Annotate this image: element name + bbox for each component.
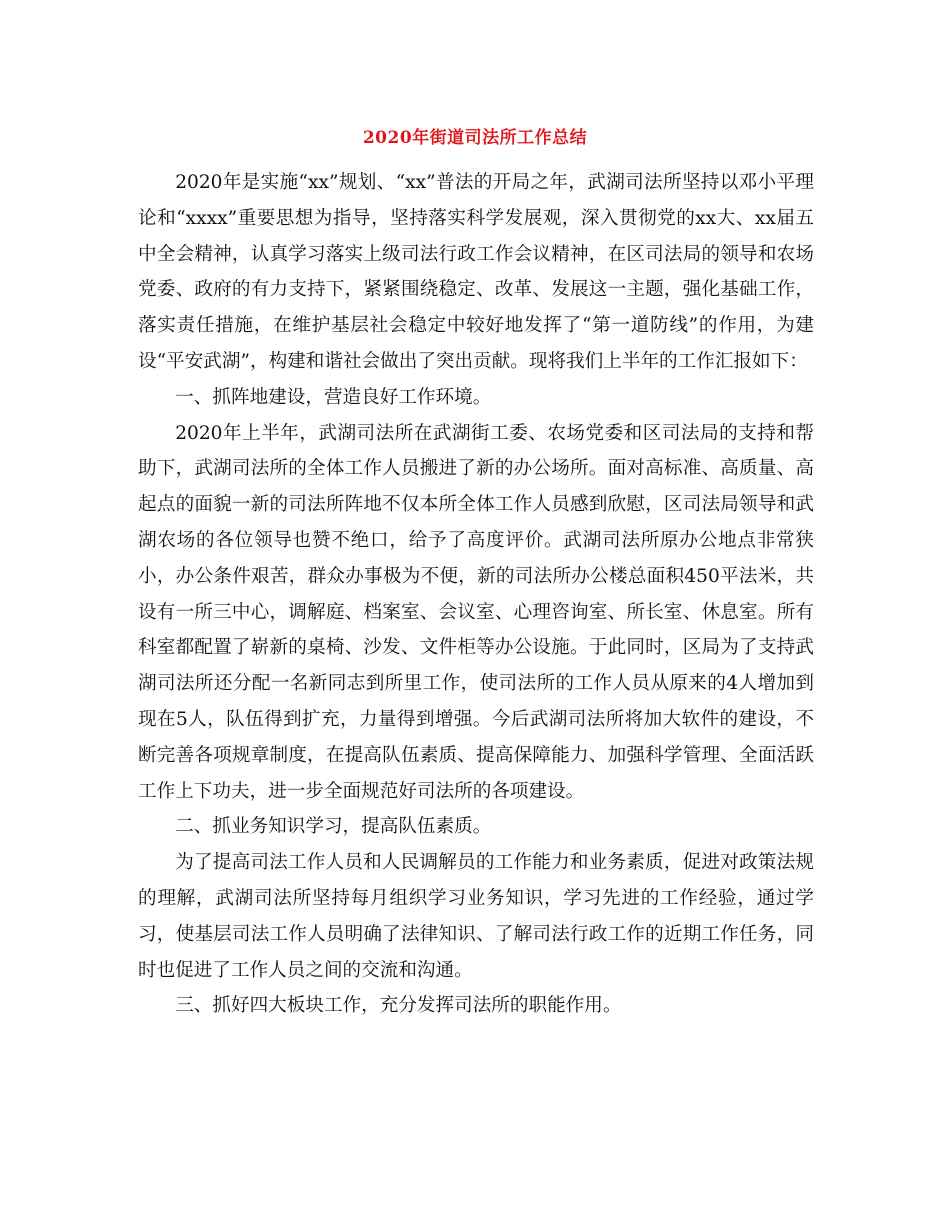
paragraph-section-1: 2020年上半年，武湖司法所在武湖街工委、农场党委和区司法局的支持和帮助下，武湖司法所的全体工作人员搬进了新的办公场所。面对高标准、高质量、高起点的面貌一新的司法所阵地不仅本所全体工作人员感到欣慰，区司法局领导和武湖农场的各位领导也赞不绝口，给予了高度评价。武湖司法所原办公地点非常狭小，办公条件艰苦，群众办事极为不便，新的司法所办公楼总面积450平法米，共设有一所三中心，调解庭、档案室、会议室、心理咨询室、所长室、休息室。所有科室都配置了崭新的桌椅、沙发、文件柜等办公设施。于此同时，区局为了支持武湖司法所还分配一名新同志到所里工作，使司法所的工作人员从原来的4人增加到现在5人，队伍得到扩充，力量得到增强。今后武湖司法所将加大软件的建设，不断完善各项规章制度，在提高队伍素质、提高保障能力、加强科学管理、全面活跃工作上下功夫，进一步全面规范好司法所的各项建设。 <box>138 422 814 802</box>
section-heading-3: 三、抓好四大板块工作，充分发挥司法所的职能作用。 <box>175 995 622 1017</box>
section-heading-2: 二、抓业务知识学习，提高队伍素质。 <box>175 816 492 838</box>
document-title: 2020年街道司法所工作总结 <box>362 128 588 148</box>
paragraph-section-2: 为了提高司法工作人员和人民调解员的工作能力和业务素质，促进对政策法规的理解，武湖司法所坚持每月组织学习业务知识，学习先进的工作经验，通过学习，使基层司法工作人员明确了法律知识、了解司法行政工作的近期工作任务，同时也促进了工作人员之间的交流和沟通。 <box>138 852 814 981</box>
document-body <box>138 165 814 1024</box>
paragraph-intro: 2020年是实施“xx”规划、“xx”普法的开局之年，武湖司法所坚持以邓小平理论和“xxxx”重要思想为指导，坚持落实科学发展观，深入贯彻党的xx大、xx届五中全会精神，认真学习落实上级司法行政工作会议精神，在区司法局的领导和农场党委、政府的有力支持下，紧紧围绕稳定、改革、发展这一主题，强化基础工作，落实责任措施，在维护基层社会稳定中较好地发挥了“第一道防线”的作用，为建设“平安武湖”，构建和谐社会做出了突出贡献。现将我们上半年的工作汇报如下： <box>138 172 814 372</box>
section-heading-1: 一、抓阵地建设，营造良好工作环境。 <box>175 386 492 408</box>
